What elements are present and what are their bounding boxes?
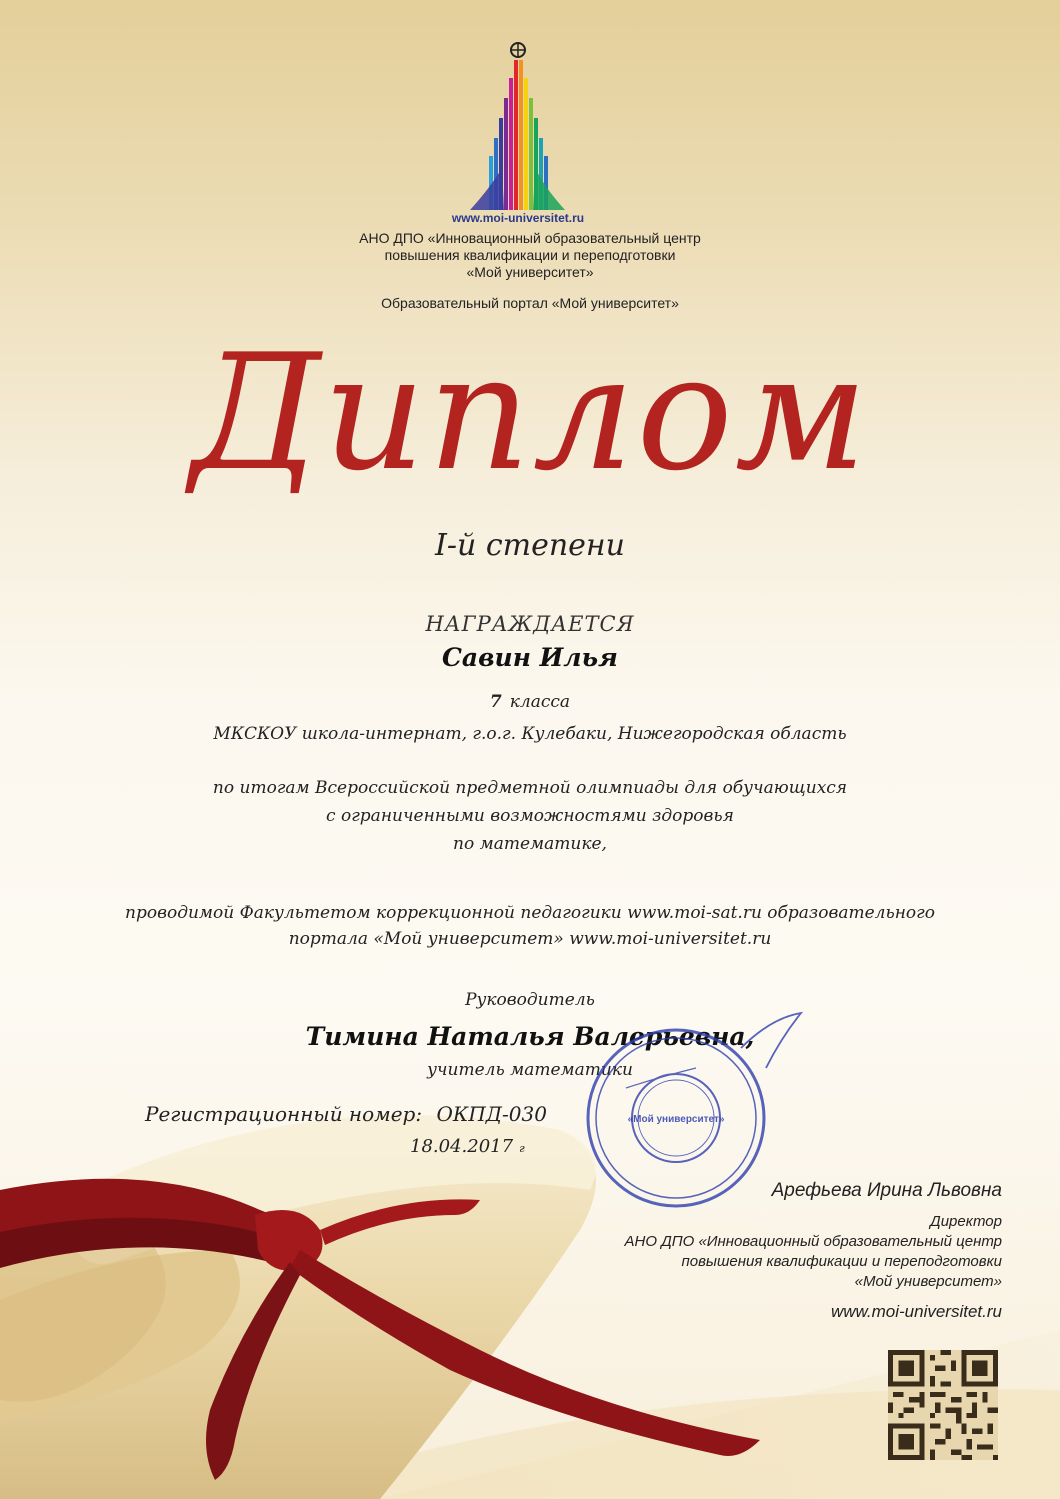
stamp-center-text: «Мой университет»	[627, 1114, 725, 1125]
director-line: Директор	[930, 1213, 1002, 1230]
portal-name: Образовательный портал «Мой университет»	[381, 295, 679, 311]
director-line: повышения квалификации и переподготовки	[681, 1253, 1002, 1270]
registration-date: 18.04.2017	[410, 1136, 514, 1157]
organization-header	[0, 230, 1060, 281]
awarded-label: НАГРАЖДАЕТСЯ	[425, 612, 635, 636]
school-name: МКСКОУ школа-интернат, г.о.г. Кулебаки, Нижегородская область	[213, 724, 847, 744]
diploma-degree: I-й степени	[434, 528, 625, 563]
registration-date-suffix: г	[519, 1142, 525, 1155]
organization-line: АНО ДПО «Инновационный образовательный центр	[359, 230, 701, 246]
grade-label: класса	[509, 692, 571, 712]
director-line: АНО ДПО «Инновационный образовательный центр	[624, 1233, 1002, 1250]
director-signature-block	[542, 1180, 1002, 1292]
conducted-line: проводимой Факультетом коррекционной педагогики www.moi-sat.ru образовательного	[125, 903, 935, 923]
organization-stamp	[566, 1008, 806, 1208]
registration-number: ОКПД-030	[436, 1102, 547, 1126]
director-line: «Мой университет»	[854, 1273, 1002, 1290]
olympiad-results	[0, 774, 1060, 858]
results-line: по итогам Всероссийской предметной олимпиады для обучающихся	[212, 778, 848, 798]
results-line: по математике,	[453, 834, 607, 854]
supervisor-position: учитель математики	[427, 1060, 633, 1080]
organization-line: повышения квалификации и переподготовки	[384, 247, 676, 263]
recipient-name: Савин Илья	[442, 643, 618, 672]
grade-number: 7	[489, 692, 502, 712]
director-name: Арефьева Ирина Львовна	[771, 1180, 1002, 1201]
supervisor-name: Тимина Наталья Валерьевна,	[305, 1022, 755, 1051]
registration-date-line	[410, 1136, 525, 1157]
conducted-line: портала «Мой университет» www.moi-universitet.ru	[288, 929, 772, 949]
registration-label: Регистрационный номер:	[145, 1102, 423, 1126]
supervisor-label: Руководитель	[465, 990, 595, 1010]
conducted-by	[0, 900, 1060, 952]
diploma-title: Диплом	[190, 319, 870, 506]
rainbow-tower-logo	[430, 38, 630, 228]
registration-line	[145, 1102, 547, 1126]
logo-caption: www.moi-universitet.ru	[451, 211, 585, 225]
website-link[interactable]: www.moi-universitet.ru	[831, 1302, 1002, 1321]
results-line: с ограниченными возможностями здоровья	[326, 806, 734, 826]
organization-line: «Мой университет»	[466, 264, 594, 280]
grade-line	[0, 692, 1060, 712]
qr-code	[888, 1350, 998, 1460]
